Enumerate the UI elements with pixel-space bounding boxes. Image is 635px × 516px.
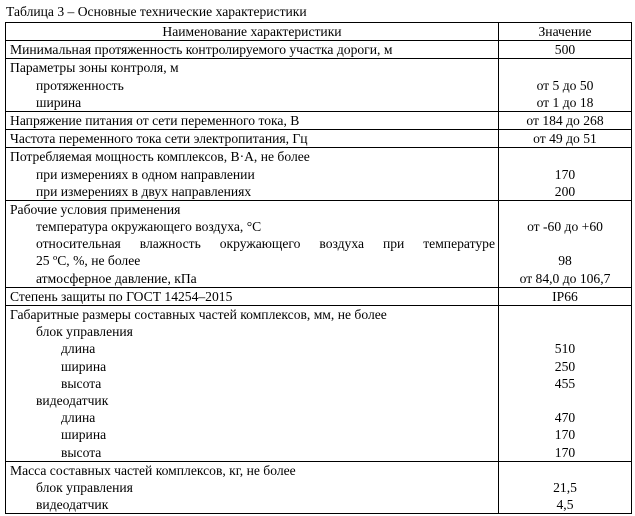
characteristic-value xyxy=(499,462,631,479)
characteristic-name-line: Частота переменного тока сети электропитания, Гц xyxy=(10,131,308,147)
characteristic-value: от -60 до +60 xyxy=(527,219,603,235)
characteristic-value: 200 xyxy=(554,183,576,199)
characteristic-name-cell xyxy=(6,41,499,59)
characteristic-name-line: длина xyxy=(61,410,96,426)
table-row xyxy=(6,111,632,129)
characteristic-value-cell xyxy=(499,130,632,148)
characteristic-value xyxy=(499,323,631,340)
characteristic-value: IP66 xyxy=(552,288,578,304)
table-row xyxy=(6,148,632,201)
table-row xyxy=(6,41,632,59)
table-header-row xyxy=(6,23,632,41)
characteristic-name-cell xyxy=(6,461,499,514)
characteristic-name-line: Габаритные размеры составных частей комплексов, мм, не более xyxy=(10,307,387,322)
characteristic-value xyxy=(499,59,631,76)
header-name: Наименование характеристики xyxy=(162,24,342,39)
characteristic-name-line: Минимальная протяженность контролируемого участка дороги, м xyxy=(10,42,393,58)
characteristic-value: от 184 до 268 xyxy=(526,112,604,128)
characteristic-value: 470 xyxy=(554,410,576,426)
characteristic-name-line: блок управления xyxy=(36,479,133,495)
characteristic-value xyxy=(499,148,631,165)
characteristic-name-cell xyxy=(6,200,499,287)
characteristic-value xyxy=(499,201,631,218)
table-caption: Таблица 3 – Основные технические характеристики xyxy=(6,4,307,19)
characteristic-name-line: ширина xyxy=(36,94,82,110)
characteristic-value: 21,5 xyxy=(553,479,577,495)
characteristic-name-line: ширина xyxy=(61,358,107,374)
characteristic-name-cell xyxy=(6,148,499,201)
header-value: Значение xyxy=(538,24,592,39)
table-row xyxy=(6,59,632,112)
characteristic-name-cell xyxy=(6,306,499,462)
table-row xyxy=(6,130,632,148)
characteristic-name-line: высота xyxy=(61,375,102,391)
characteristic-name-line: ширина xyxy=(61,427,107,443)
characteristic-value: 500 xyxy=(554,42,576,58)
characteristic-name-line: относительная влажность окружающего воздуха при температуре xyxy=(36,236,495,252)
characteristic-value: от 5 до 50 xyxy=(536,77,594,93)
characteristic-name-line: Степень защиты по ГОСТ 14254–2015 xyxy=(10,288,233,304)
characteristic-value: от 1 до 18 xyxy=(536,94,594,110)
characteristic-value: 98 xyxy=(558,253,572,269)
table-row xyxy=(6,461,632,514)
characteristic-value: от 84,0 до 106,7 xyxy=(519,270,611,286)
header-value-cell xyxy=(499,23,632,41)
header-name-cell xyxy=(6,23,499,41)
characteristic-name-line: высота xyxy=(61,444,102,460)
characteristic-value: от 49 до 51 xyxy=(533,131,597,147)
characteristic-name-line: 25 ºС, %, не более xyxy=(36,253,141,269)
specifications-table xyxy=(5,22,632,514)
table-row xyxy=(6,200,632,287)
characteristic-value: 455 xyxy=(554,375,576,391)
characteristic-name-line: Напряжение питания от сети переменного тока, В xyxy=(10,112,300,128)
characteristic-value-cell xyxy=(499,200,632,287)
characteristic-value-cell xyxy=(499,111,632,129)
characteristic-name-line: Масса составных частей комплексов, кг, не более xyxy=(10,462,296,478)
characteristic-name-line: атмосферное давление, кПа xyxy=(36,270,197,286)
characteristic-name-cell xyxy=(6,111,499,129)
table-body xyxy=(6,23,632,514)
characteristic-name-line: видеодатчик xyxy=(36,497,109,513)
characteristic-name-line: видеодатчик xyxy=(36,392,109,408)
characteristic-value-cell xyxy=(499,306,632,462)
table-row xyxy=(6,287,632,305)
characteristic-value: 170 xyxy=(554,166,576,182)
characteristic-value: 250 xyxy=(554,358,576,374)
characteristic-value-cell xyxy=(499,41,632,59)
characteristic-value-cell xyxy=(499,461,632,514)
characteristic-value-cell xyxy=(499,287,632,305)
characteristic-value: 170 xyxy=(554,444,576,460)
table-row xyxy=(6,306,632,462)
characteristic-value: 510 xyxy=(554,341,576,357)
characteristic-name-line: Потребляемая мощность комплексов, В·А, не более xyxy=(10,149,310,165)
characteristic-name-line: протяженность xyxy=(36,77,124,93)
characteristic-name-line: длина xyxy=(61,341,96,357)
characteristic-value xyxy=(499,306,631,323)
characteristic-value-cell xyxy=(499,59,632,112)
characteristic-value xyxy=(499,392,631,409)
characteristic-name-cell xyxy=(6,59,499,112)
characteristic-name-line: Параметры зоны контроля, м xyxy=(10,60,179,76)
characteristic-name-cell xyxy=(6,287,499,305)
characteristic-name-line: при измерениях в двух направлениях xyxy=(36,183,252,199)
characteristic-name-line: Рабочие условия применения xyxy=(10,201,181,217)
characteristic-name-line: при измерениях в одном направлении xyxy=(36,166,255,182)
characteristic-value: 4,5 xyxy=(556,497,574,513)
characteristic-value: 170 xyxy=(554,427,576,443)
characteristic-name-cell xyxy=(6,130,499,148)
characteristic-value xyxy=(499,235,631,252)
characteristic-value-cell xyxy=(499,148,632,201)
characteristic-name-line: температура окружающего воздуха, °С xyxy=(36,219,262,235)
characteristic-name-line: блок управления xyxy=(36,324,133,340)
